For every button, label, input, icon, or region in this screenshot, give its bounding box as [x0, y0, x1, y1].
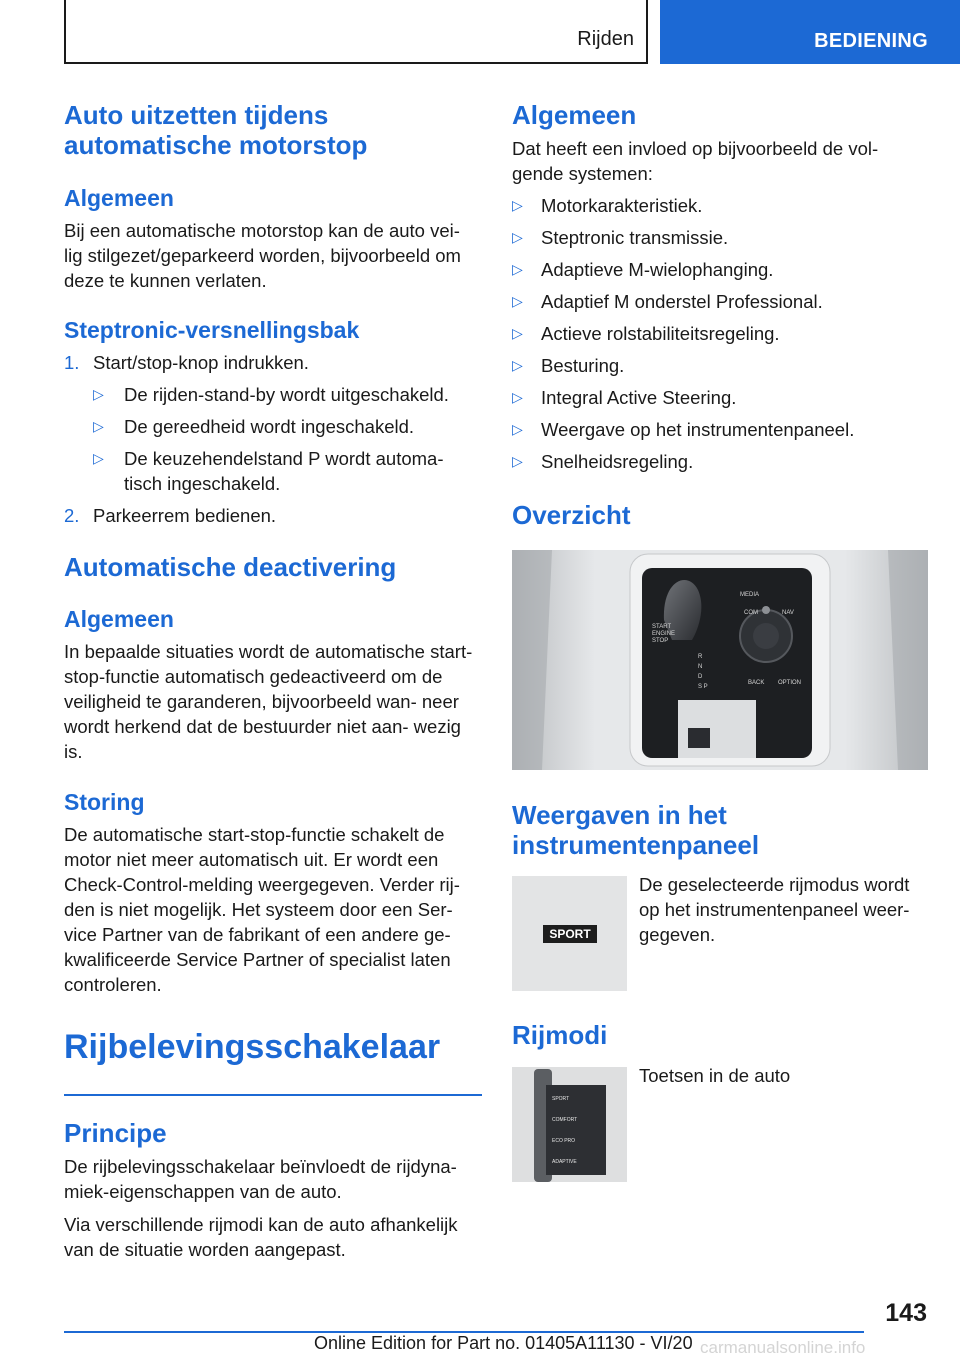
heading-rijmodi: Rijmodi: [512, 1020, 608, 1050]
console-back-label: BACK: [748, 680, 765, 686]
mode-button-adaptive: ADAPTIVE: [552, 1159, 577, 1165]
list-item: [93, 446, 482, 496]
console-com-label: COM: [744, 610, 758, 616]
watermark: carmanualsonline.info: [700, 1338, 866, 1357]
list-item-text: Adaptieve M-wielophanging.: [541, 259, 774, 280]
console-gear-r: R: [698, 654, 703, 660]
header-chapter-label: BEDIENING: [814, 30, 928, 52]
paragraph-weergaven: De geselecteerde rijmodus wordt op het instrumentenpaneel weer- gegeven.: [639, 874, 910, 945]
list-item-text: De rijden-stand-by wordt uitgeschakeld.: [124, 384, 449, 405]
header-chapter-tab[interactable]: [660, 0, 960, 64]
step-text: Start/stop-knop indrukken.: [93, 352, 309, 373]
list-item-text: Besturing.: [541, 355, 625, 376]
list-item: [512, 321, 928, 346]
mode-button-ecopro: ECO PRO: [552, 1138, 576, 1144]
paragraph-algemeen-right: Dat heeft een invloed op bijvoorbeeld de vol- gende systemen:: [512, 138, 879, 184]
triangle-right-icon: ▷: [512, 453, 523, 469]
header-section-label: Rijden: [577, 28, 634, 50]
paragraph-storing: De automatische start-stop-functie schakelt de motor niet meer automatisch uit. Er wordt een Check-Control-melding weergegeven. Verder rij- den is niet mogelijk. Het systeem door een Ser- vice Partner van de fabrikant of een andere ge- kwalificeerde Service Partner of specialist laten controleren.: [64, 824, 460, 995]
heading-algemeen-2: Algemeen: [64, 606, 174, 632]
list-item: [512, 289, 928, 314]
title-divider: [64, 1094, 482, 1096]
heading-storing: Storing: [64, 789, 145, 815]
triangle-right-icon: ▷: [512, 357, 523, 373]
console-gear-d: D: [698, 674, 703, 680]
section-title-deactivering: Automatische deactivering: [64, 552, 397, 582]
list-item: [512, 353, 928, 378]
list-item-text: Weergave op het instrumentenpaneel.: [541, 419, 855, 440]
header-section-box: [64, 0, 648, 64]
right-column: [512, 100, 928, 530]
list-item-text: Motorkarakteristiek.: [541, 195, 703, 216]
principe-block: [64, 1118, 482, 1262]
list-item-text: Integral Active Steering.: [541, 387, 737, 408]
triangle-right-icon: ▷: [512, 325, 523, 341]
sport-display-label: SPORT: [543, 925, 597, 943]
step-number: 2.: [64, 505, 80, 526]
footer-edition: Online Edition for Part no. 01405A11130 - VI/20: [314, 1333, 693, 1353]
triangle-right-icon: ▷: [512, 421, 523, 437]
triangle-right-icon: ▷: [512, 261, 523, 277]
console-option-label: OPTION: [778, 680, 802, 686]
triangle-right-icon: ▷: [512, 293, 523, 309]
step-item: [64, 350, 482, 375]
step-bullets: [64, 382, 482, 496]
gear-console-photo: [512, 550, 928, 770]
list-item: [512, 449, 928, 474]
paragraph-principe-1: De rijbelevingsschakelaar beïnvloedt de rijdyna- miek-eigenschappen van de auto.: [64, 1156, 457, 1202]
section-title-auto-uitzetten: Auto uitzetten tijdens automatische motorstop: [64, 100, 368, 160]
triangle-right-icon: ▷: [512, 229, 523, 245]
mode-button-labels: [552, 1089, 602, 1173]
step-item: [64, 503, 482, 528]
paragraph-algemeen-1: Bij een automatische motorstop kan de auto vei- lig stilgezet/geparkeerd worden, bijvoorbeeld om deze te kunnen verlaten.: [64, 220, 461, 291]
triangle-right-icon: ▷: [512, 389, 523, 405]
triangle-right-icon: ▷: [93, 450, 104, 466]
heading-weergaven: Weergaven in het instrumentenpaneel: [512, 800, 760, 860]
step-text: Parkeerrem bedienen.: [93, 505, 277, 526]
list-item: [512, 193, 928, 218]
paragraph-rijmodi: Toetsen in de auto: [639, 1065, 791, 1086]
list-item: [512, 257, 928, 282]
list-item-text: Actieve rolstabiliteitsregeling.: [541, 323, 780, 344]
left-column: [64, 100, 482, 1067]
list-item-text: Adaptief M onderstel Professional.: [541, 291, 823, 312]
heading-steptronic: Steptronic-versnellingsbak: [64, 317, 360, 343]
heading-principe: Principe: [64, 1118, 167, 1148]
triangle-right-icon: ▷: [512, 197, 523, 213]
page-number: 143: [885, 1299, 927, 1327]
list-item: [93, 414, 482, 439]
list-item: [512, 225, 928, 250]
sport-display-image: [512, 876, 627, 991]
console-gear-sp: S P: [698, 684, 708, 690]
step-number: 1.: [64, 352, 80, 373]
list-item: [512, 417, 928, 442]
list-item-text: Steptronic transmissie.: [541, 227, 729, 248]
paragraph-algemeen-2: In bepaalde situaties wordt de automatische start-stop-functie automatisch gedeactiveerd om de veiligheid te garanderen, bijvoorbeeld wan- neer wordt herkend dat de bestuurder niet aan- wezig is.: [64, 641, 473, 762]
heading-algemeen-1: Algemeen: [64, 185, 174, 211]
mode-button-sport: SPORT: [552, 1096, 570, 1102]
list-item-text: De keuzehendelstand P wordt automa- tisch ingeschakeld.: [124, 448, 444, 494]
gear-console-illustration: [512, 550, 928, 770]
console-start-engine-label: START ENGINE STOP: [652, 624, 676, 644]
console-media-label: MEDIA: [740, 592, 760, 598]
triangle-right-icon: ▷: [93, 386, 104, 402]
systems-list: [512, 193, 928, 474]
list-item-text: De gereedheid wordt ingeschakeld.: [124, 416, 415, 437]
chapter-title-rijbelevingsschakelaar: Rijbelevingsschakelaar: [64, 1028, 441, 1066]
list-item: [93, 382, 482, 407]
heading-overzicht: Overzicht: [512, 500, 631, 530]
list-item: [512, 385, 928, 410]
mode-buttons-image: [512, 1067, 627, 1182]
console-gear-n: N: [698, 664, 703, 670]
console-nav-label: NAV: [782, 610, 794, 616]
mode-button-comfort: COMFORT: [552, 1117, 578, 1123]
heading-algemeen-right: Algemeen: [512, 100, 637, 130]
list-item-text: Snelheidsregeling.: [541, 451, 694, 472]
displays-block: [512, 800, 928, 860]
paragraph-principe-2: Via verschillende rijmodi kan de auto afhankelijk van de situatie worden aangepast.: [64, 1214, 458, 1260]
triangle-right-icon: ▷: [93, 418, 104, 434]
steptronic-steps: [64, 350, 482, 528]
